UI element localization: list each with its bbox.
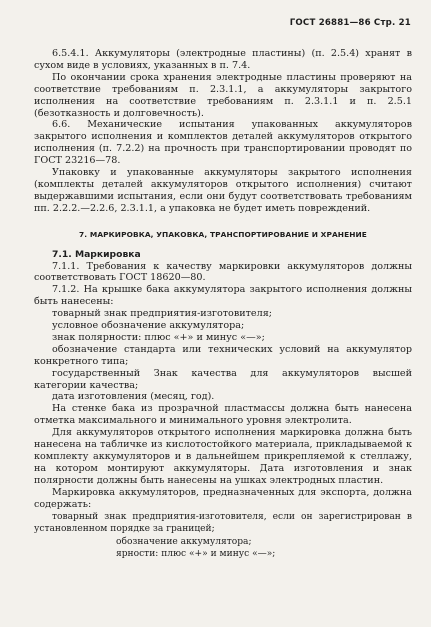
- paragraph-7-1-1: 7.1.1. Требования к качеству маркировки аккумуляторов должны соответствовать ГОСТ 18620—80.: [34, 260, 412, 284]
- list-item-export-trademark: товарный знак предприятия-изготовителя, если он зарегистрирован в установленном порядке за границей;: [34, 511, 412, 535]
- list-item-date: дата изготовления (месяц, год).: [52, 391, 215, 403]
- paragraph-storage-check: По окончании срока хранения электродные пластины проверяют на соответствие требованиям п. 2.3.1.1, а аккумуляторы закрытого исполнения на соответствие требованиям п. 2.3.1.1 и п. 2.5.1 (безотказность и долговечность).: [34, 71, 412, 119]
- list-item-polarity: знак полярности: плюс «+» и минус «—»;: [52, 331, 265, 343]
- paragraph-6-5-4-1: 6.5.4.1. Аккумуляторы (электродные пластины) (п. 2.5.4) хранят в сухом виде в условиях, указанных в п. 7.4.: [34, 48, 412, 71]
- list-item-export-designation: обозначение аккумулятора;: [116, 536, 252, 547]
- page-header: ГОСТ 26881—86 Стр. 21: [289, 18, 411, 28]
- page-content: [34, 48, 412, 561]
- paragraph-open-type-marking: Для аккумуляторов открытого исполнения маркировка должна быть нанесена на табличке из кислотостойкого материала, прикладываемой к комплекту аккумуляторов и в дальнейшем прикрепляемой к стеллажу, на котором монтируют аккумуляторы. Дата изготовления и знак полярности должны быть нанесены на ушках электродных пластин.: [34, 427, 412, 486]
- subsection-title: 7.1. Маркировка: [52, 248, 141, 260]
- paragraph-6-6: 6.6. Механические испытания упакованных аккумуляторов закрытого исполнения и комплектов деталей аккумуляторов открытого исполнения (п. 7.2.2) на прочность при транспортировании проводят по ГОСТ 23216—78.: [34, 119, 412, 167]
- paragraph-electrolyte-level: На стенке бака из прозрачной пластмассы должна быть нанесена отметка максимального и минимального уровня электролита.: [34, 403, 412, 427]
- paragraph-packaging-tests: Упаковку и упакованные аккумуляторы закрытого исполнения (комплекты деталей аккумуляторов открытого исполнения) считают выдержавшими испытания, если они будут соответствовать требованиям пп. 2.2.2.—2.2.6, 2.3.1.1, а упаковка не будет иметь повреждений.: [34, 167, 412, 214]
- list-item-export-polarity: ярности: плюс «+» и минус «—»;: [116, 549, 276, 560]
- list-item-standard: обозначение стандарта или технических условий на аккумулятор конкретного типа;: [34, 343, 412, 367]
- paragraph-export-marking: Маркировка аккумуляторов, предназначенных для экспорта, должна содержать:: [34, 486, 412, 510]
- paragraph-7-1-2: 7.1.2. На крышке бака аккумулятора закрытого исполнения должны быть нанесены:: [34, 284, 412, 308]
- section-title: 7. МАРКИРОВКА, УПАКОВКА, ТРАНСПОРТИРОВАНИЕ И ХРАНЕНИЕ: [79, 229, 367, 239]
- list-item-trademark: товарный знак предприятия-изготовителя;: [52, 308, 272, 320]
- list-item-quality-mark: государственный Знак качества для аккумуляторов высшей категории качества;: [34, 367, 412, 391]
- list-item-designation: условное обозначение аккумулятора;: [52, 320, 245, 332]
